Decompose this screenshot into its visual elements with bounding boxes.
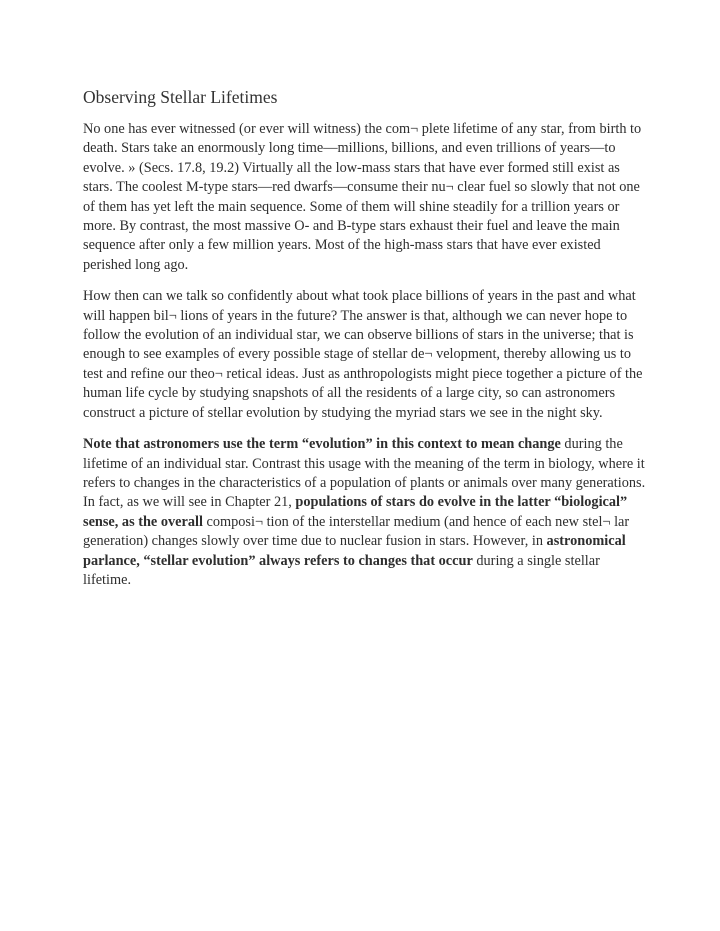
paragraph-3-text-a: during the lifetime of an individual star. Contrast this usage with the meaning of the term in biology, where it refers to changes in the characteristics of a population of plants or animals over many generations. In fact, as we will see in Chapter 21, <box>83 436 646 511</box>
paragraph-1: No one has ever witnessed (or ever will witness) the com¬ plete lifetime of any star, from birth to death. Stars take an enormously long time—millions, billions, and even trillions of years—to evolve. » (Secs. 17.8, 19.2) Virtually all the low-mass stars that have ever formed still exist as stars. The coolest M-type stars—red dwarfs—consume their nu¬ clear fuel so slowly that not one of them has yet left the main sequence. Some of them will shine steadily for a trillion years or more. By contrast, the most massive O- and B-type stars exhaust their fuel and leave the main sequence after only a few million years. Most of the high-mass stars that have ever existed perished long ago. <box>83 121 642 273</box>
paragraph-3-bold-intro: Note that astronomers use the term “evolution” in this context to mean change <box>83 436 561 453</box>
document-body <box>83 86 649 602</box>
paragraph-3-bold-end: astronomical parlance, “stellar evolution” always refers to changes that occur <box>83 533 626 569</box>
paragraph-3-bold-mid: populations of stars do evolve in the latter “biological” sense, as the overall <box>83 494 628 530</box>
paragraph-2: How then can we talk so confidently about what took place billions of years in the past and what will happen bil¬ lions of years in the future? The answer is that, although we can never hope to follow the evolution of an individual star, we can observe billions of stars in the universe; that is enough to see examples of every possible stage of stellar de¬ velopment, thereby allowing us to test and refine our theo¬ retical ideas. Just as anthropologists might piece together a picture of the human life cycle by studying snapshots of all the residents of a large city, so can astronomers construct a picture of stellar evolution by studying the myriad stars we see in the night sky. <box>83 288 643 421</box>
paragraph-3-text-c: during a single stellar lifetime. <box>83 552 600 588</box>
section-title: Observing Stellar Lifetimes <box>83 87 278 107</box>
paragraph-3 <box>83 435 649 590</box>
paragraph-3-text-b: composi¬ tion of the interstellar medium (and hence of each new stel¬ lar generation) changes slowly over time due to nuclear fusion in stars. However, in <box>83 513 630 550</box>
